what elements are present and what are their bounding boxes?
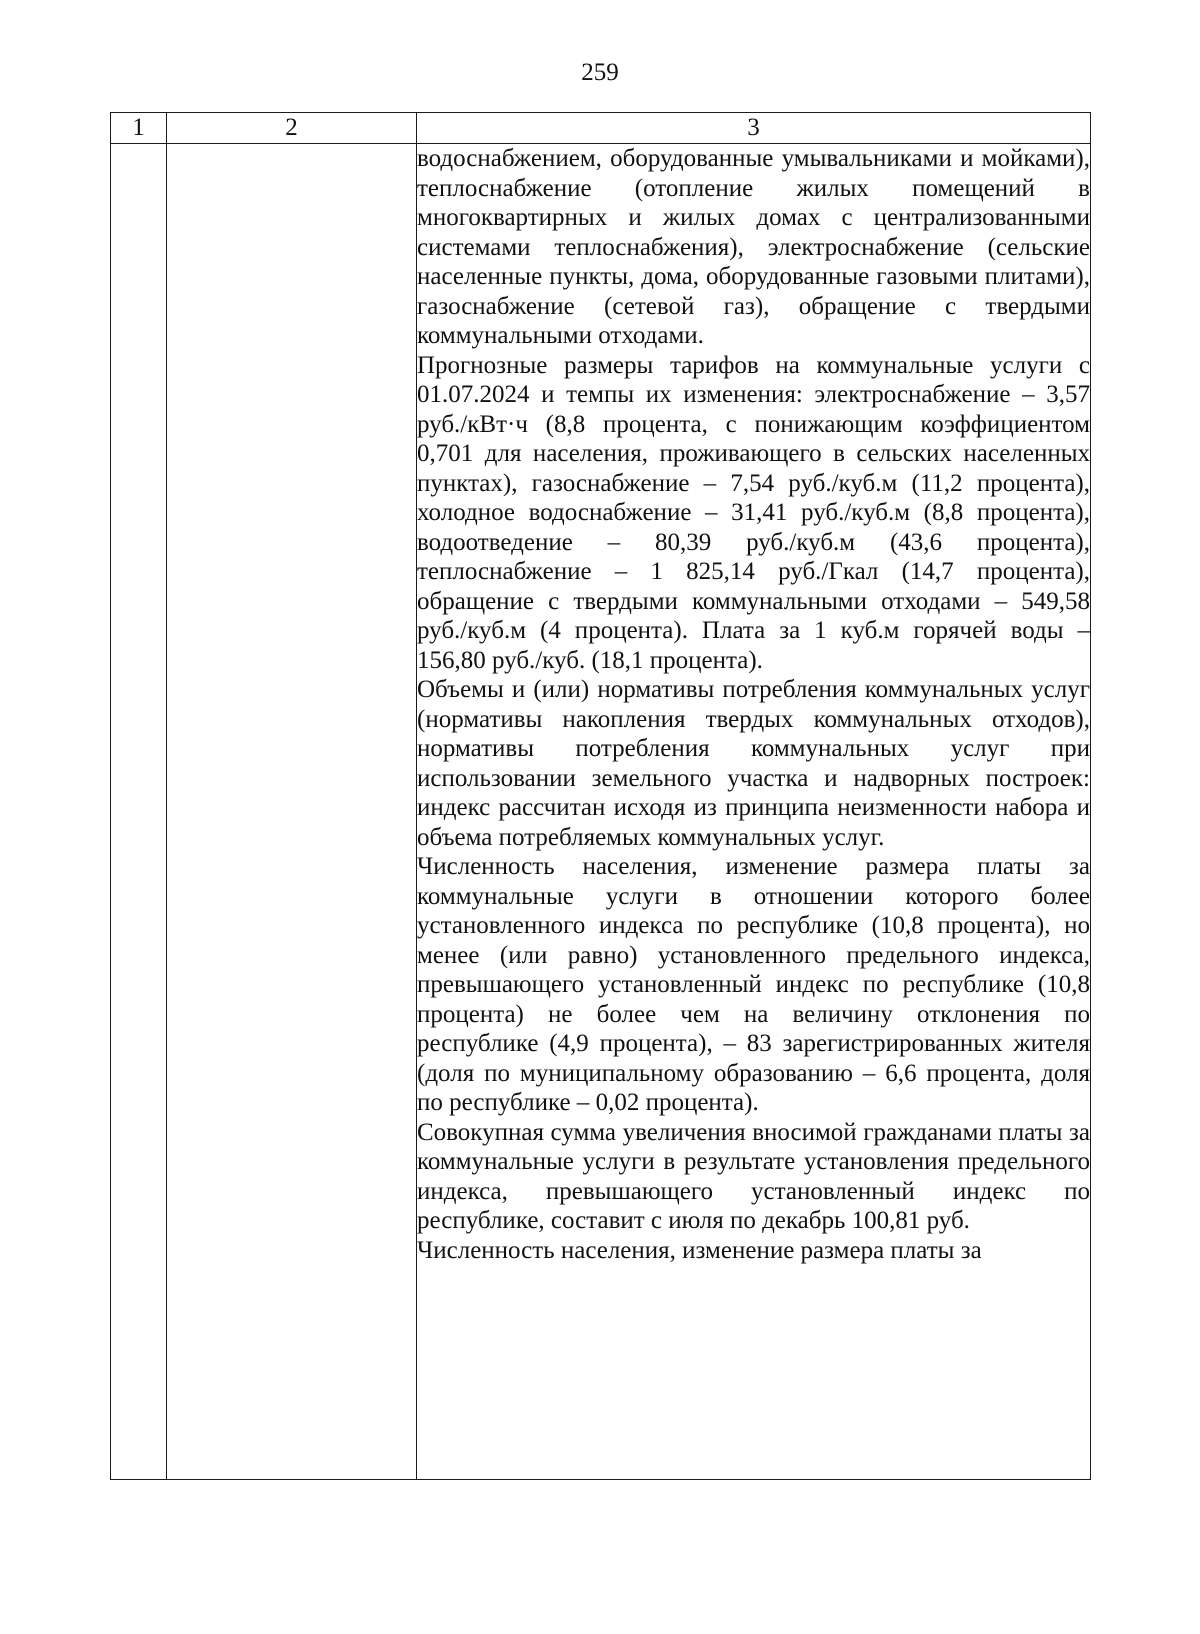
table-cell-col-2 <box>167 144 417 1480</box>
table-header-row <box>111 113 1091 144</box>
paragraph-population-count: Численность населения, изменение размера платы за коммунальные услуги в отношении которого более установленного индекса по республике (10,8 процента), но менее (или равно) установленного предельного индекса, превышающего установленный индекс по республике (10,8 процента) не более чем на величину отклонения по республике (4,9 процента), – 83 зарегистрированных жителя (доля по муниципальному образованию – 6,6 процента, доля по республике – 0,02 процента). <box>417 853 1090 1116</box>
page-number: 259 <box>581 59 619 86</box>
paragraph-tariff-forecast: Прогнозные размеры тарифов на коммунальные услуги с 01.07.2024 и темпы их изменения: электроснабжение – 3,57 руб./кВт·ч (8,8 процента, с понижающим коэффициентом 0,701 для населения, проживающего в сельских населенных пунктах), газоснабжение – 7,54 руб./куб.м (11,2 процента), холодное водоснабжение – 31,41 руб./куб.м (8,8 процента), водоотведение – 80,39 руб./куб.м (43,6 процента), теплоснабжение – 1 825,14 руб./Гкал (14,7 процента), обращение с твердыми коммунальными отходами – 549,58 руб./куб.м (4 процента). Плата за 1 куб.м горячей воды – 156,80 руб./куб. (18,1 процента). <box>417 351 1090 674</box>
table-cell-col-3 <box>417 144 1091 1480</box>
document-table <box>110 112 1091 1480</box>
paragraph-total-increase: Совокупная сумма увеличения вносимой гражданами платы за коммунальные услуги в результате установления предельного индекса, превышающего установленный индекс по республике, составит с июля по декабрь 100,81 руб. <box>417 1118 1090 1234</box>
column-header-2: 2 <box>167 113 417 144</box>
column-header-1: 1 <box>111 113 167 144</box>
paragraph-continuation: Численность населения, изменение размера платы за <box>417 1236 982 1264</box>
paragraph-utilities-list: водоснабжением, оборудованные умывальниками и мойками), теплоснабжение (отопление жилых помещений в многоквартирных и жилых домах с централизованными системами теплоснабжения), электроснабжение (сельские населенные пункты, дома, оборудованные газовыми плитами), газоснабжение (сетевой газ), обращение с твердыми коммунальными отходами. <box>417 145 1090 349</box>
column-header-3: 3 <box>417 113 1091 144</box>
paragraph-consumption-norms: Объемы и (или) нормативы потребления коммунальных услуг (нормативы накопления твердых коммунальных отходов), нормативы потребления коммунальных услуг при использовании земельного участка и надворных построек: индекс рассчитан исходя из принципа неизменности набора и объема потребляемых коммунальных услуг. <box>417 676 1090 851</box>
table-cell-col-1 <box>111 144 167 1480</box>
table-row <box>111 144 1091 1480</box>
